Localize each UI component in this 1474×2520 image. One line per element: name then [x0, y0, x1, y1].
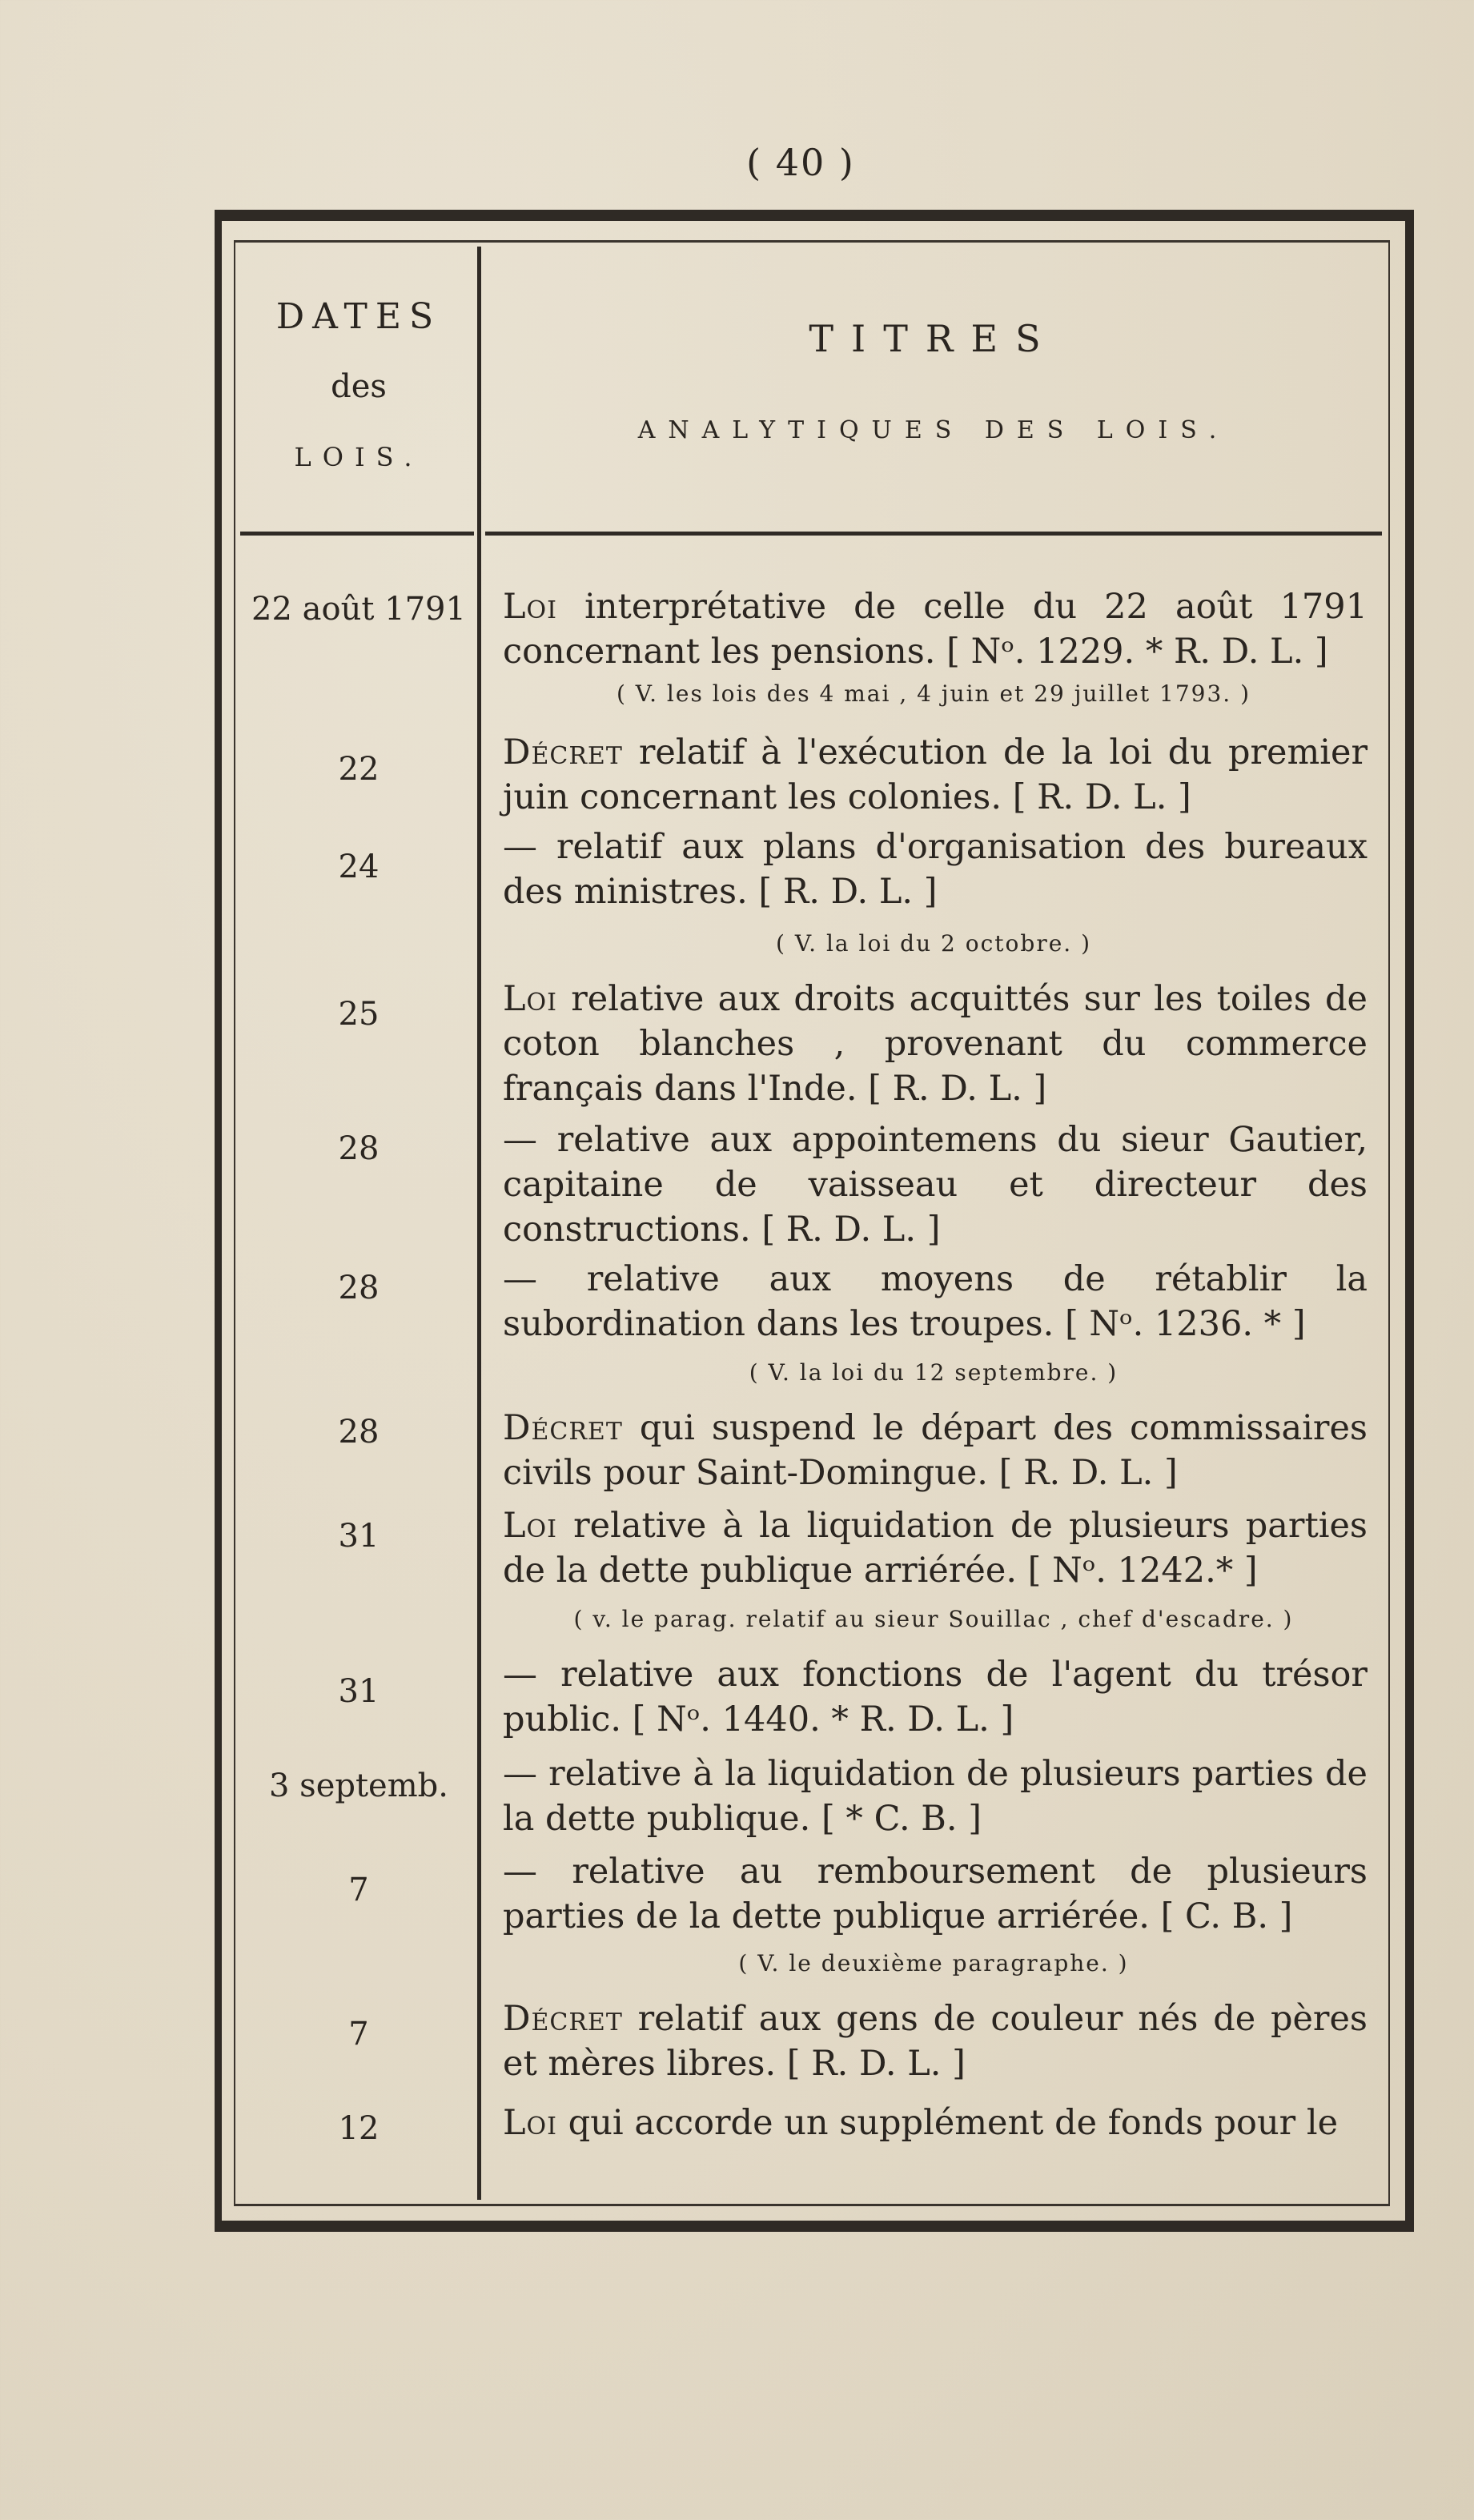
header-analytiques: ANALYTIQUES DES LOIS.: [637, 416, 1230, 444]
entry-note: ( V. le deuxième paragraphe. ): [738, 1950, 1129, 1976]
entry-text: [503, 1118, 1368, 1252]
entry-body: relative à la liquidation de plusieurs parties de la dette publique arriérée. [ Nᵒ. 1242.* ]: [503, 1506, 1368, 1591]
entry-note: ( V. la loi du 2 octobre. ): [776, 930, 1091, 957]
header-lois: LOIS.: [294, 442, 424, 472]
entry-lead: Loi: [503, 2103, 557, 2143]
entry-text: [503, 730, 1368, 820]
entry-text: [503, 1996, 1368, 2086]
entry-text: [503, 977, 1368, 1111]
entry-lead: Loi: [503, 1506, 557, 1546]
entry-body: relatif à l'exécution de la loi du premier juin concernant les colonies. [ R. D. L. ]: [503, 732, 1368, 817]
entry-lead: Décret: [503, 1999, 623, 2039]
entry-lead: —: [503, 1852, 537, 1892]
entry-date: 3 septemb.: [269, 1768, 448, 1804]
entry-lead: Loi: [503, 979, 557, 1019]
entry-note: ( v. le parag. relatif au sieur Souillac , chef d'escadre. ): [573, 1606, 1294, 1632]
entry-text: [503, 1752, 1368, 1841]
entry-lead: —: [503, 1655, 537, 1695]
entry-body: relative aux fonctions de l'agent du trésor public. [ Nᵒ. 1440. * R. D. L. ]: [503, 1655, 1368, 1740]
header-des: des: [331, 368, 387, 405]
entry-lead: —: [503, 1259, 537, 1299]
page-number: ( 40 ): [746, 141, 855, 184]
entry-date: 31: [338, 1518, 380, 1555]
entry-date: 7: [348, 2016, 369, 2053]
entry-lead: —: [503, 827, 537, 867]
entry-date: 28: [338, 1414, 380, 1451]
entry-text: [503, 1406, 1368, 1495]
header-rule-left: [240, 532, 474, 536]
header-rule-right: [485, 532, 1382, 536]
entry-text: [503, 584, 1368, 674]
entry-body: qui suspend le départ des commissaires civils pour Saint-Domingue. [ R. D. L. ]: [503, 1408, 1368, 1493]
entry-date: 28: [338, 1270, 380, 1306]
entry-text: [503, 2101, 1368, 2145]
entry-lead: Décret: [503, 732, 623, 772]
entry-note: ( V. la loi du 12 septembre. ): [749, 1359, 1119, 1386]
entry-body: relatif aux plans d'organisation des bureaux des ministres. [ R. D. L. ]: [503, 827, 1368, 912]
entry-body: relative aux appointemens du sieur Gautier, capitaine de vaisseau et directeur des constructions. [ R. D. L. ]: [503, 1120, 1368, 1250]
entry-lead: —: [503, 1120, 537, 1160]
column-divider: [477, 247, 481, 2200]
entry-lead: —: [503, 1754, 537, 1794]
entry-date: 22: [338, 751, 380, 788]
entry-note: ( V. les lois des 4 mai , 4 juin et 29 juillet 1793. ): [616, 680, 1251, 707]
entry-text: [503, 1652, 1368, 1742]
entry-body: qui accorde un supplément de fonds pour le: [568, 2103, 1339, 2143]
entry-text: [503, 825, 1368, 914]
entry-body: interprétative de celle du 22 août 1791 concernant les pensions. [ Nᵒ. 1229. * R. D. L. ]: [503, 587, 1368, 672]
entry-date: 22 août 1791: [251, 591, 466, 628]
entry-date: 24: [338, 849, 380, 885]
entry-body: relatif aux gens de couleur nés de pères et mères libres. [ R. D. L. ]: [503, 1999, 1368, 2084]
entry-lead: Décret: [503, 1408, 623, 1448]
entry-lead: Loi: [503, 587, 557, 627]
entry-date: 28: [338, 1130, 380, 1167]
entry-body: relative à la liquidation de plusieurs parties de la dette publique. [ * C. B. ]: [503, 1754, 1368, 1839]
entry-date: 12: [338, 2110, 380, 2147]
entry-date: 31: [338, 1673, 380, 1710]
entry-text: [503, 1257, 1368, 1346]
entry-body: relative aux droits acquittés sur les toiles de coton blanches , provenant du commerce français dans l'Inde. [ R. D. L. ]: [503, 979, 1368, 1109]
entry-text: [503, 1503, 1368, 1593]
entry-text: [503, 1849, 1368, 1939]
entry-date: 25: [338, 996, 380, 1033]
header-dates: DATES: [275, 296, 442, 337]
entry-date: 7: [348, 1872, 369, 1908]
entry-body: relative aux moyens de rétablir la subordination dans les troupes. [ Nᵒ. 1236. * ]: [503, 1259, 1368, 1344]
header-titres: TITRES: [809, 317, 1058, 360]
entry-body: relative au remboursement de plusieurs parties de la dette publique arriérée. [ C. B. ]: [503, 1852, 1368, 1936]
